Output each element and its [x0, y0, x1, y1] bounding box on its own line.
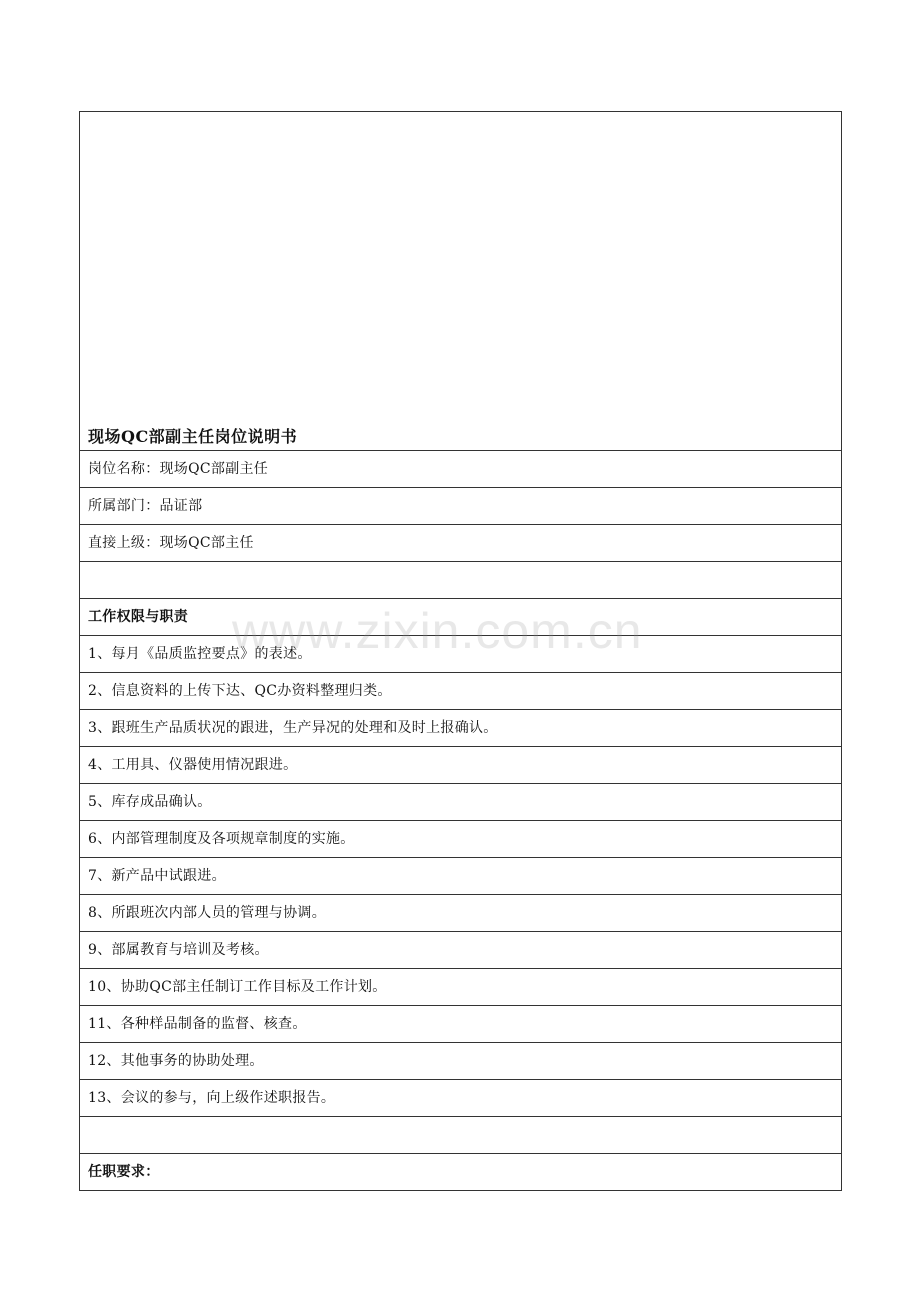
duty-item-7: 7、新产品中试跟进。 [80, 858, 841, 895]
duty-item-3: 3、跟班生产品质状况的跟进，生产异况的处理和及时上报确认。 [80, 710, 841, 747]
duty-item-12: 12、其他事务的协助处理。 [80, 1043, 841, 1080]
duty-item-11: 11、各种样品制备的监督、核查。 [80, 1006, 841, 1043]
duty-item-8: 8、所跟班次内部人员的管理与协调。 [80, 895, 841, 932]
duty-item-4: 4、工用具、仪器使用情况跟进。 [80, 747, 841, 784]
requirements-heading: 任职要求： [88, 1164, 160, 1180]
duty-item-9: 9、部属教育与培训及考核。 [80, 932, 841, 969]
position-name-row: 岗位名称：现场QC部副主任 [80, 451, 841, 488]
duty-item-5: 5、库存成品确认。 [80, 784, 841, 821]
document-title: 现场QC部副主任岗位说明书 [88, 427, 298, 446]
department-row: 所属部门：品证部 [80, 488, 841, 525]
blank-row [80, 562, 841, 599]
duty-item-2: 2、信息资料的上传下达、QC办资料整理归类。 [80, 673, 841, 710]
job-description-table [79, 111, 842, 1191]
duties-heading: 工作权限与职责 [80, 599, 841, 636]
title-cell [80, 112, 841, 451]
duty-item-13: 13、会议的参与，向上级作述职报告。 [80, 1080, 841, 1117]
duty-item-10: 10、协助QC部主任制订工作目标及工作计划。 [80, 969, 841, 1006]
duty-item-1: 1、每月《品质监控要点》的表述。 [80, 636, 841, 673]
watermark: www.zixin.com.cn [232, 603, 643, 659]
blank-row-2 [80, 1117, 841, 1154]
duty-item-6: 6、内部管理制度及各项规章制度的实施。 [80, 821, 841, 858]
supervisor-row: 直接上级：现场QC部主任 [80, 525, 841, 562]
